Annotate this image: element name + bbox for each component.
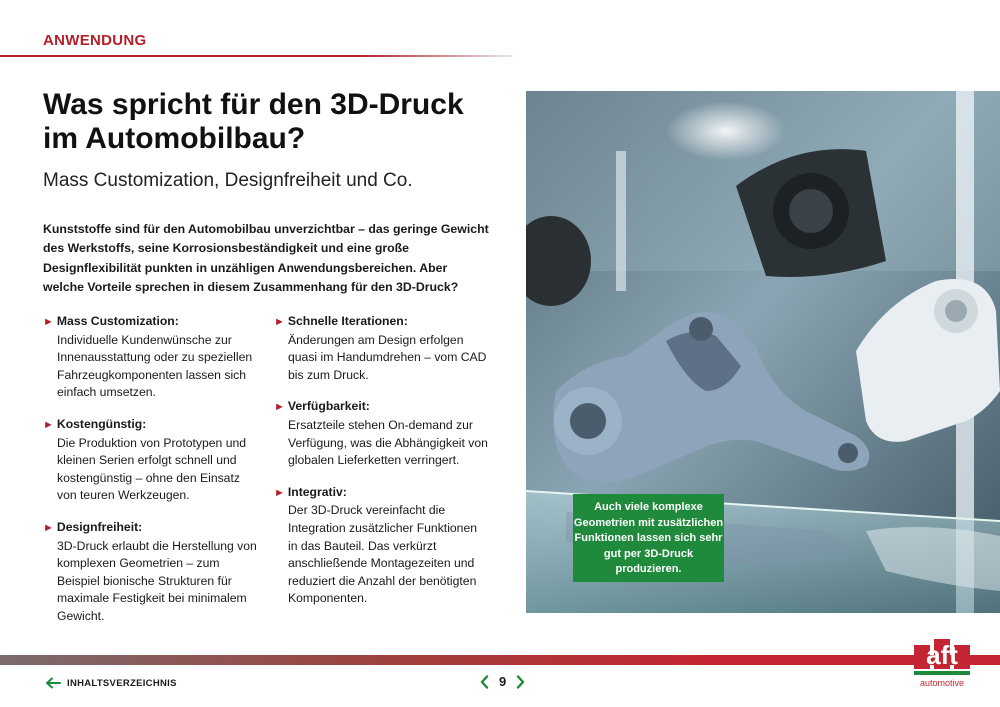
pagination xyxy=(480,674,525,689)
item-text: 3D-Druck erlaubt die Herstellung von komplexen Geometrien – zum Beispiel bionische Strukturen für maximale Festigkeit bei minimalem Gewicht. xyxy=(57,538,257,623)
intro-paragraph: Kunststoffe sind für den Automobilbau unverzichtbar – das geringe Gewicht des Werkstoffs, seine Korrosionsbeständigkeit und eine große Designflexibilität punkten in unzähligen Anwendungsbereichen. Aber welche Vorteile sprechen in diesem Zusammenhang für den 3D-Druck? xyxy=(43,222,489,295)
aft-logo xyxy=(908,636,988,691)
item-title: Integrativ: xyxy=(287,484,347,499)
item-text: Die Produktion von Prototypen und kleinen Serien erfolgt schnell und kostengünstig – ohne den Einsatz von teuren Werkzeugen. xyxy=(57,435,247,503)
page-title xyxy=(43,88,503,156)
triangle-right-icon: ► xyxy=(274,486,285,499)
title-line-2: im Automobilbau? xyxy=(43,122,306,155)
arrow-left-icon xyxy=(45,677,61,689)
list-item xyxy=(43,313,258,402)
triangle-right-icon: ► xyxy=(43,521,54,534)
item-title: Designfreiheit: xyxy=(56,519,143,534)
triangle-right-icon: ► xyxy=(43,418,54,431)
item-text: Individuelle Kundenwünsche zur Innenausstattung oder zu speziellen Fahrzeugkomponenten lassen sich einfach umsetzen. xyxy=(57,332,253,400)
triangle-right-icon: ► xyxy=(274,401,285,414)
list-item xyxy=(43,519,258,626)
list-item xyxy=(43,416,258,505)
item-title: Kostengünstig: xyxy=(56,416,147,431)
item-text: Der 3D-Druck vereinfacht die Integration zusätzlicher Funktionen in das Bauteil. Das verkürzt anschließende Montagezeiten und reduziert die Anzahl der benötigten Komponenten. xyxy=(288,503,478,606)
logo-subtext: automotive xyxy=(919,678,965,688)
item-text: Änderungen am Design erfolgen quasi im Handumdrehen – vom CAD bis zum Druck. xyxy=(288,332,487,382)
toc-link[interactable] xyxy=(45,677,177,689)
left-column xyxy=(43,313,258,640)
toc-label: INHALTSVERZEICHNIS xyxy=(67,677,177,689)
list-item xyxy=(274,484,489,608)
item-title: Mass Customization: xyxy=(56,314,179,328)
footer-band xyxy=(0,655,1000,665)
list-item xyxy=(274,313,489,384)
photo-caption: Auch viele komplexe Geometrien mit zusätzlichen Funktionen lassen sich sehr gut per 3D-Druck produzieren. xyxy=(573,494,724,582)
page-number: 9 xyxy=(499,674,507,689)
chevron-left-icon[interactable] xyxy=(480,675,489,689)
triangle-right-icon: ► xyxy=(43,316,54,328)
item-title: Verfügbarkeit: xyxy=(287,399,370,414)
title-line-1: Was spricht für den 3D-Druck xyxy=(43,88,464,121)
chevron-right-icon[interactable] xyxy=(516,675,525,689)
triangle-right-icon: ► xyxy=(274,316,285,328)
item-title: Schnelle Iterationen: xyxy=(287,314,408,328)
list-item xyxy=(274,398,489,469)
page-subtitle: Mass Customization, Designfreiheit und Co. xyxy=(43,170,413,191)
section-label: ANWENDUNG xyxy=(43,32,147,49)
logo-wordmark: aft xyxy=(926,640,958,670)
item-text: Ersatzteile stehen On-demand zur Verfügung, was die Abhängigkeit von globalen Lieferketten verringert. xyxy=(288,417,488,468)
header-rule xyxy=(0,55,512,57)
right-column xyxy=(274,313,489,622)
